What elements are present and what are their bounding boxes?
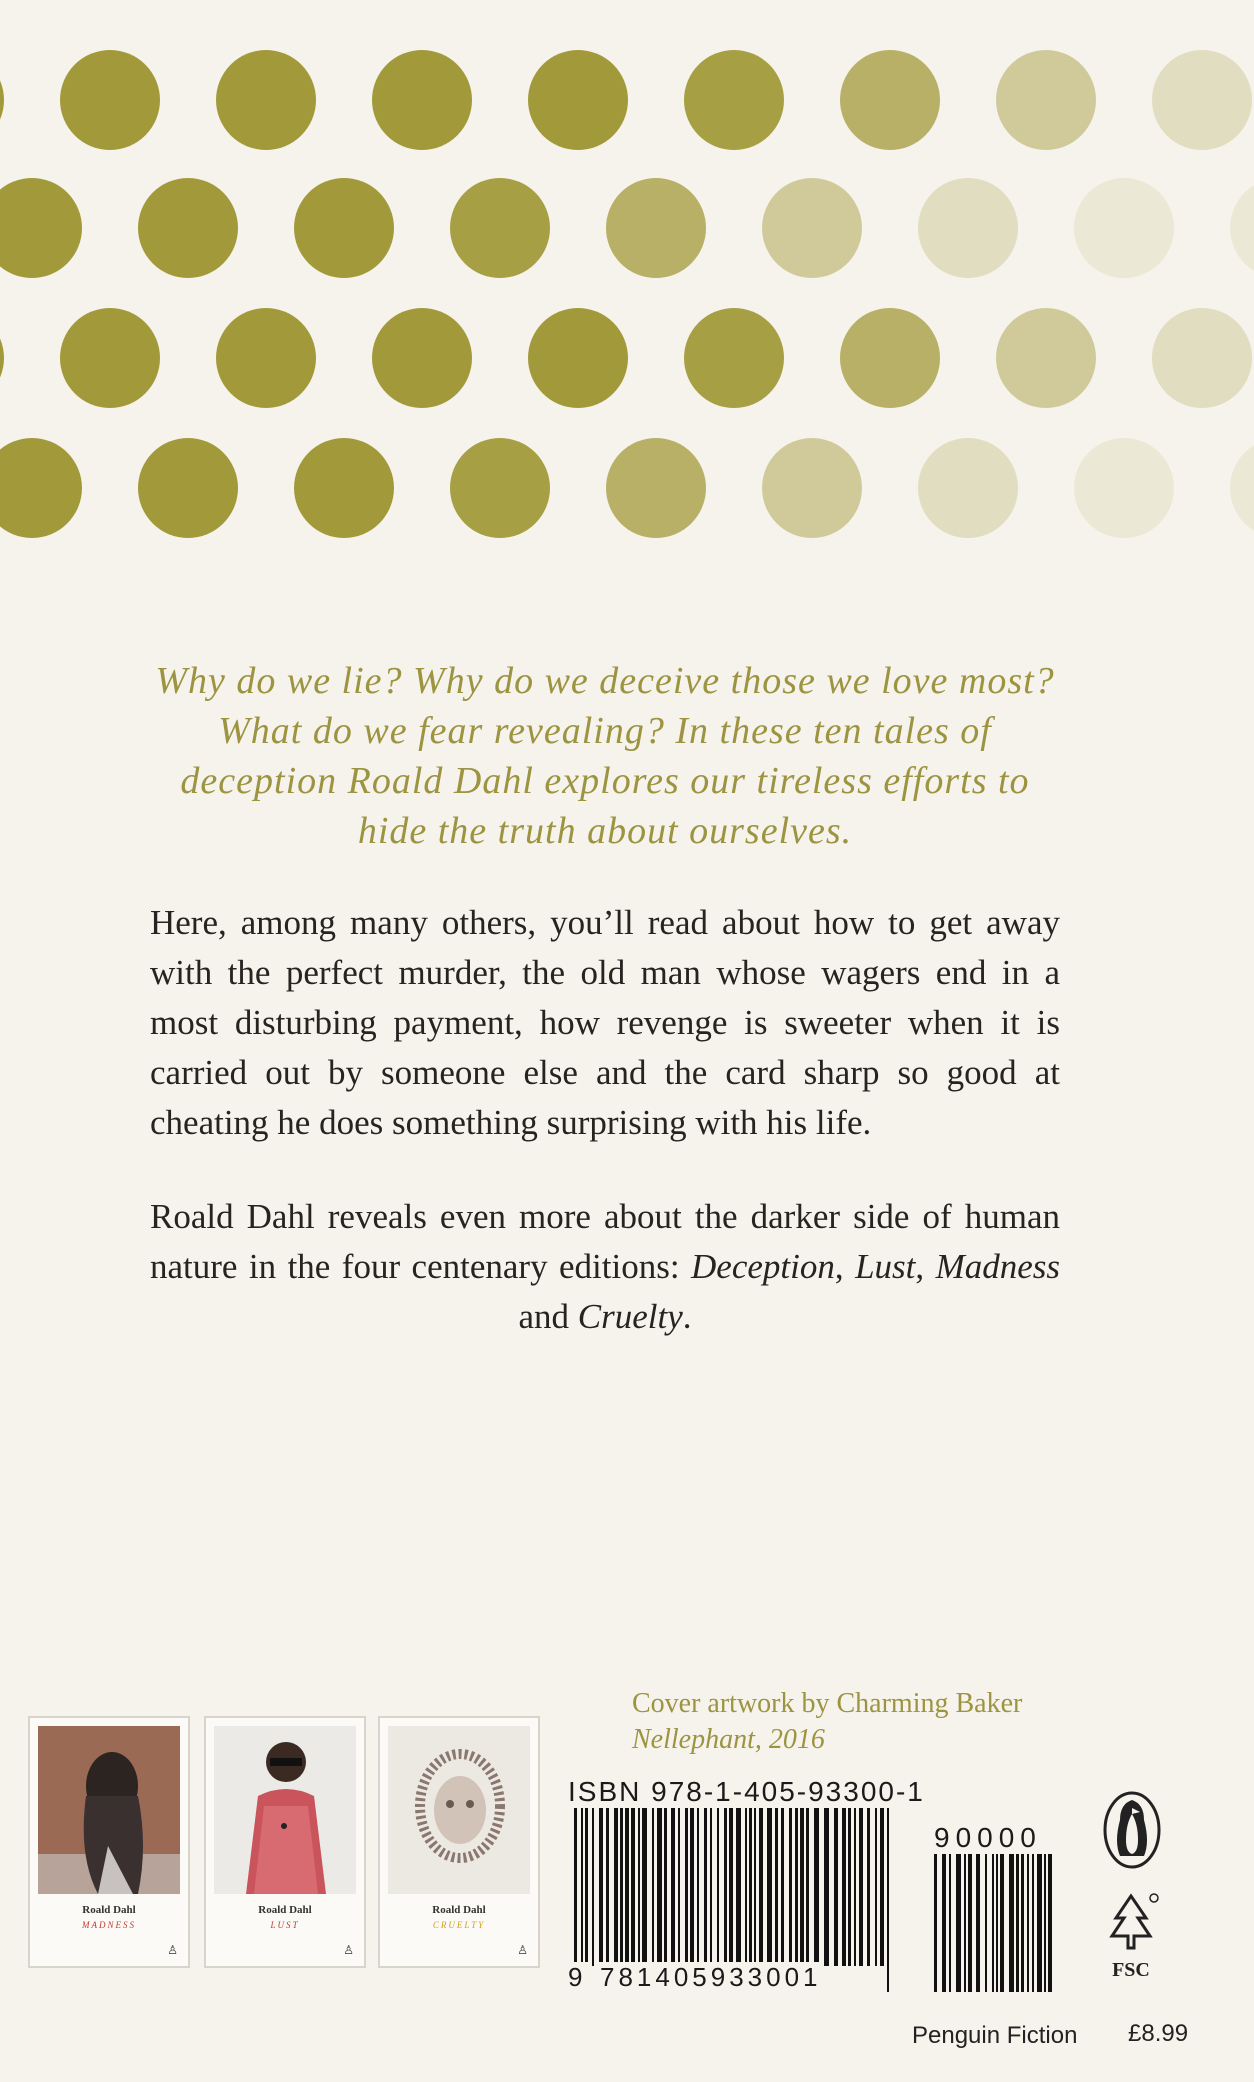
barcode-bar [854,1808,856,1966]
dot [528,308,628,408]
barcode-bar [657,1808,662,1966]
cover-author: Roald Dahl [258,1904,312,1916]
penguin-icon: ♙ [167,1943,178,1957]
artwork-title: Nellephant, 2016 [632,1724,825,1755]
fsc-tree-icon [1096,1890,1166,1954]
barcode-bar [842,1808,846,1966]
credit-line: Cover artwork by Charming Baker [632,1688,1023,1719]
barcode-bar [625,1808,629,1966]
barcode-addon: 90000 [934,1822,1042,1853]
barcode-bar [745,1808,747,1966]
dot [0,178,82,278]
dot [372,50,472,150]
dot [762,178,862,278]
dot [1230,178,1254,278]
barcode-bar [754,1808,756,1966]
dot [1230,438,1254,538]
barcode-bar [592,1808,594,1966]
dot [606,178,706,278]
barcode-bar [724,1808,727,1966]
penguin-logo-icon [1102,1790,1162,1870]
barcode-bar [781,1808,784,1966]
dot [684,50,784,150]
barcode-bar [671,1808,675,1966]
barcode-bar [867,1808,870,1966]
dot [762,438,862,538]
cover-title: LUST [270,1920,300,1930]
cover-art-cruelty [388,1726,530,1894]
barcode-addon-bar [1037,1854,1042,1992]
barcode-bar [775,1808,778,1966]
barcode-bar [631,1808,635,1966]
barcode-bar [638,1808,640,1966]
barcode-bar [880,1808,884,1966]
dot [60,308,160,408]
barcode-addon-bar [1021,1854,1024,1992]
barcode-addon-bar [1016,1854,1019,1992]
barcode-bar [599,1808,603,1966]
barcode-addon-bar [934,1854,937,1992]
dot [606,438,706,538]
penguin-icon: ♙ [517,1943,528,1957]
fsc-logo [1096,1890,1166,1982]
barcode-bar [806,1808,809,1966]
dot [60,50,160,150]
barcode-bar [859,1808,863,1966]
barcode-bar [642,1808,647,1966]
cover-art-madness [38,1726,180,1894]
dot [294,438,394,538]
cover-author: Roald Dahl [432,1904,486,1916]
cover-madness [28,1716,190,1968]
barcode-bar [749,1808,752,1966]
cover-title: CRUELTY [432,1920,486,1930]
barcode-addon-bar [956,1854,961,1992]
barcode-bar [678,1808,680,1966]
barcode-bar [690,1808,694,1966]
barcode-addon-bar [992,1854,994,1992]
barcode-bar [795,1808,798,1966]
blurb: Why do we lie? Why do we deceive those we love most? What do we fear revealing? In these ten tales of deception Roald Dahl explores our tireless efforts to hide the truth about ourselves. [155,660,1055,852]
dot [918,178,1018,278]
title-madness: Madness [935,1247,1061,1286]
cover-art-lust [214,1726,356,1894]
barcode-bar [759,1808,763,1966]
barcode-lead-digit: 9 [568,1962,587,1992]
barcode-bar [697,1808,699,1966]
cover-cruelty [378,1716,540,1968]
dot-pattern [0,0,1254,580]
barcode-bar [685,1808,688,1966]
barcode-addon-bar [1009,1854,1014,1992]
barcode-addon-bar [964,1854,966,1992]
barcode-addon-bar [942,1854,946,1992]
dot [138,438,238,538]
title-lust: Lust [855,1247,916,1286]
barcode-addon-bar [949,1854,951,1992]
barcode-bar [834,1808,838,1966]
barcode-addon-bar [1044,1854,1046,1992]
dot [1074,438,1174,538]
dot [840,50,940,150]
dot [138,178,238,278]
barcode-bar [767,1808,772,1966]
barcode-bar [848,1808,851,1966]
dot [1074,178,1174,278]
barcode-bar [585,1808,588,1966]
dot [1152,308,1252,408]
cover-lust [204,1716,366,1968]
barcode-bar [652,1808,654,1966]
barcode-addon-bar [985,1854,987,1992]
barcode-bar [789,1808,792,1966]
cover-author: Roald Dahl [82,1904,136,1916]
cover-title: MADNESS [82,1920,136,1930]
dot [684,308,784,408]
barcode-addon-bar [1048,1854,1052,1992]
dot [918,438,1018,538]
barcode-bar [887,1808,889,1992]
barcode-addon-bar [976,1854,980,1992]
dot [216,308,316,408]
barcode-bar [717,1808,719,1966]
barcode-addon-bar [1032,1854,1034,1992]
centenary-lead: Roald Dahl reveals even more about the darker side of human nature in the four centenary editions: [150,1197,1060,1286]
dot [450,178,550,278]
barcode-bar [800,1808,804,1966]
dot [528,50,628,150]
barcode-bar [606,1808,609,1966]
barcode-bar [704,1808,707,1966]
barcode-addon-bar [996,1854,998,1992]
dot [216,50,316,150]
dot [294,178,394,278]
title-cruelty: Cruelty [577,1297,683,1336]
penguin-icon: ♙ [343,1943,354,1957]
dot [996,50,1096,150]
dot [0,308,4,408]
dot [0,438,82,538]
barcode-bar [814,1808,819,1966]
dot [450,438,550,538]
imprint: Penguin Fiction [912,2022,1078,2049]
description-paragraph: Here, among many others, you’ll read about how to get away with the perfect murder, the old man whose wagers end in a most disturbing payment, how revenge is sweeter when it is carried out by someone else and the card sharp so good at cheating he does something surprising with his life. [150,903,1060,1142]
cover-credit [632,1686,1022,1758]
dot [840,308,940,408]
barcode-bar [824,1808,829,1966]
dot [0,50,4,150]
dot [372,308,472,408]
barcode-addon-bar [1027,1854,1029,1992]
barcode-bar [664,1808,667,1966]
centenary-paragraph: Roald Dahl reveals even more about the darker side of human nature in the four centenary editions: Deception, Lust, Madness and Cruelty. [150,1197,1061,1336]
barcode-bar [875,1808,877,1966]
barcode-addon-bar [1000,1854,1004,1992]
barcode-bar [710,1808,712,1966]
barcode-addon-bar [968,1854,972,1992]
isbn: ISBN 978-1-405-93300-1 [568,1776,925,1807]
barcode-digits: 781405933001 [600,1962,822,1992]
dot [996,308,1096,408]
barcode-bar [614,1808,618,1966]
barcode-bar [620,1808,623,1966]
fsc-label: FSC [1112,1959,1150,1981]
dot [1152,50,1252,150]
title-deception: Deception [691,1247,835,1286]
price: £8.99 [1128,2020,1189,2047]
barcode-bar [581,1808,583,1966]
